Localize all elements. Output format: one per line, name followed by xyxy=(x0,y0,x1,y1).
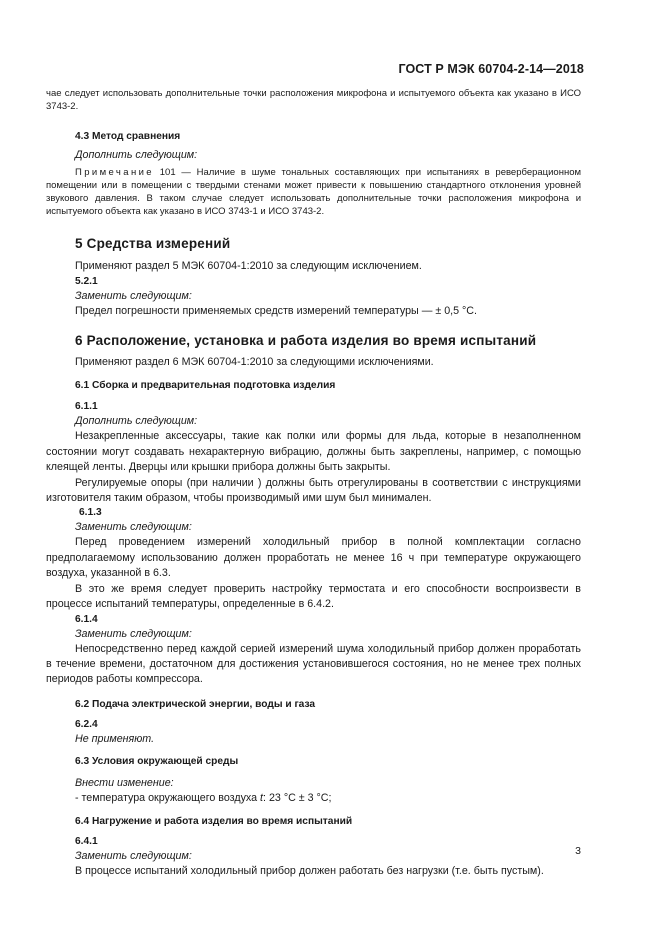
continuation-text: чае следует использовать дополнительные точки расположения микрофона и испытуемого объекта как указано в ИСО 3743-2. xyxy=(46,88,581,112)
section-6-3-instruction: Внести изменение: xyxy=(75,776,174,789)
clause-5-2-1-instruction: Заменить следующим: xyxy=(75,289,192,302)
clause-6-1-3-instruction: Заменить следующим: xyxy=(75,521,192,534)
ambient-temperature-value: : 23 °C ± 3 °C; xyxy=(263,791,332,804)
ambient-temperature-prefix: - температура окружающего воздуха xyxy=(75,791,261,804)
clause-6-2-4: 6.2.4 xyxy=(75,718,98,730)
page-number: 3 xyxy=(575,845,581,857)
section-6-3-heading: 6.3 Условия окружающей среды xyxy=(75,755,239,767)
clause-6-1-1-paragraph-1: Незакрепленные аксессуары, такие как полки или формы для льда, которые в незаполненном состоянии могут создавать нехарактерную вибрацию, должны быть закреплены, например, с помощью клеящей ленты. Дверцы или крышки прибора должны быть закрыты. xyxy=(46,430,581,474)
clause-6-4-1-instruction: Заменить следующим: xyxy=(75,850,192,863)
document-header: ГОСТ Р МЭК 60704-2-14—2018 xyxy=(398,62,584,76)
clause-6-2-4-text: Не применяют. xyxy=(75,732,155,745)
section-6-4-heading: 6.4 Нагружение и работа изделия во время испытаний xyxy=(75,816,353,828)
clause-5-2-1: 5.2.1 xyxy=(75,275,98,287)
clause-6-1-1-instruction: Дополнить следующим: xyxy=(75,415,198,428)
clause-6-1-1: 6.1.1 xyxy=(75,401,98,413)
clause-6-1-4-paragraph-1: Непосредственно перед каждой серией измерений шума холодильный прибор должен проработать в течение времени, достаточном для достижения установившегося состояния, но не менее трех полных периодов работы компрессора. xyxy=(46,642,581,686)
clause-6-1-1-paragraph-2: Регулируемые опоры (при наличии ) должны быть отрегулированы в соответствии с инструкциями изготовителя таким образом, чтобы производимый ими шум был минимален. xyxy=(46,476,581,505)
section-4-3-heading: 4.3 Метод сравнения xyxy=(75,131,181,143)
clause-6-1-3-paragraph-1: Перед проведением измерений холодильный прибор в полной комплектации согласно предполагаемому использованию должен проработать не менее 16 ч при температуре окружающего воздуха, указанной в 6.3. xyxy=(46,536,581,580)
section-5-intro: Применяют раздел 5 МЭК 60704-1:2010 за следующим исключением. xyxy=(75,260,422,273)
clause-6-1-3-paragraph-2: В это же время следует проверить настройку термостата и его способности воспроизвести в процессе испытаний температуры, определенные в 6.4.2. xyxy=(46,582,581,611)
temperature-variable: t xyxy=(260,791,264,804)
page-content xyxy=(46,88,581,880)
section-6-2-heading: 6.2 Подача электрической энергии, воды и газа xyxy=(75,698,316,710)
section-6-intro: Применяют раздел 6 МЭК 60704-1:2010 за следующими исключениями. xyxy=(75,356,434,369)
section-5-heading: 5 Средства измерений xyxy=(75,236,231,252)
clause-6-1-3: 6.1.3 xyxy=(79,507,102,519)
clause-6-1-4: 6.1.4 xyxy=(75,613,98,625)
note-label: Примечание xyxy=(75,167,154,179)
note-text: 101 — Наличие в шуме тональных составляющих при испытаниях в реверберационном помещении или в помещении с твердыми стенами может привести к повышению стандартного отклонения уровней звукового давления. В таком случае следует использовать дополнительные точки расположения микрофона и испытуемого объекта как указано в ИСО 3743-1 и ИСО 3743-2. xyxy=(46,167,582,217)
section-4-3-instruction: Дополнить следующим: xyxy=(75,149,198,162)
section-6-heading: 6 Расположение, установка и работа изделия во время испытаний xyxy=(75,333,537,349)
section-6-1-heading: 6.1 Сборка и предварительная подготовка изделия xyxy=(75,380,336,392)
clause-6-1-4-instruction: Заменить следующим: xyxy=(75,627,192,640)
ambient-temperature-item xyxy=(46,791,581,806)
clause-6-4-1: 6.4.1 xyxy=(75,836,98,848)
note-4-3 xyxy=(46,167,581,218)
clause-6-4-1-text: В процессе испытаний холодильный прибор должен работать без нагрузки (т.е. быть пустым). xyxy=(75,865,544,878)
clause-5-2-1-text: Предел погрешности применяемых средств измерений температуры — ± 0,5 °C. xyxy=(75,304,477,317)
